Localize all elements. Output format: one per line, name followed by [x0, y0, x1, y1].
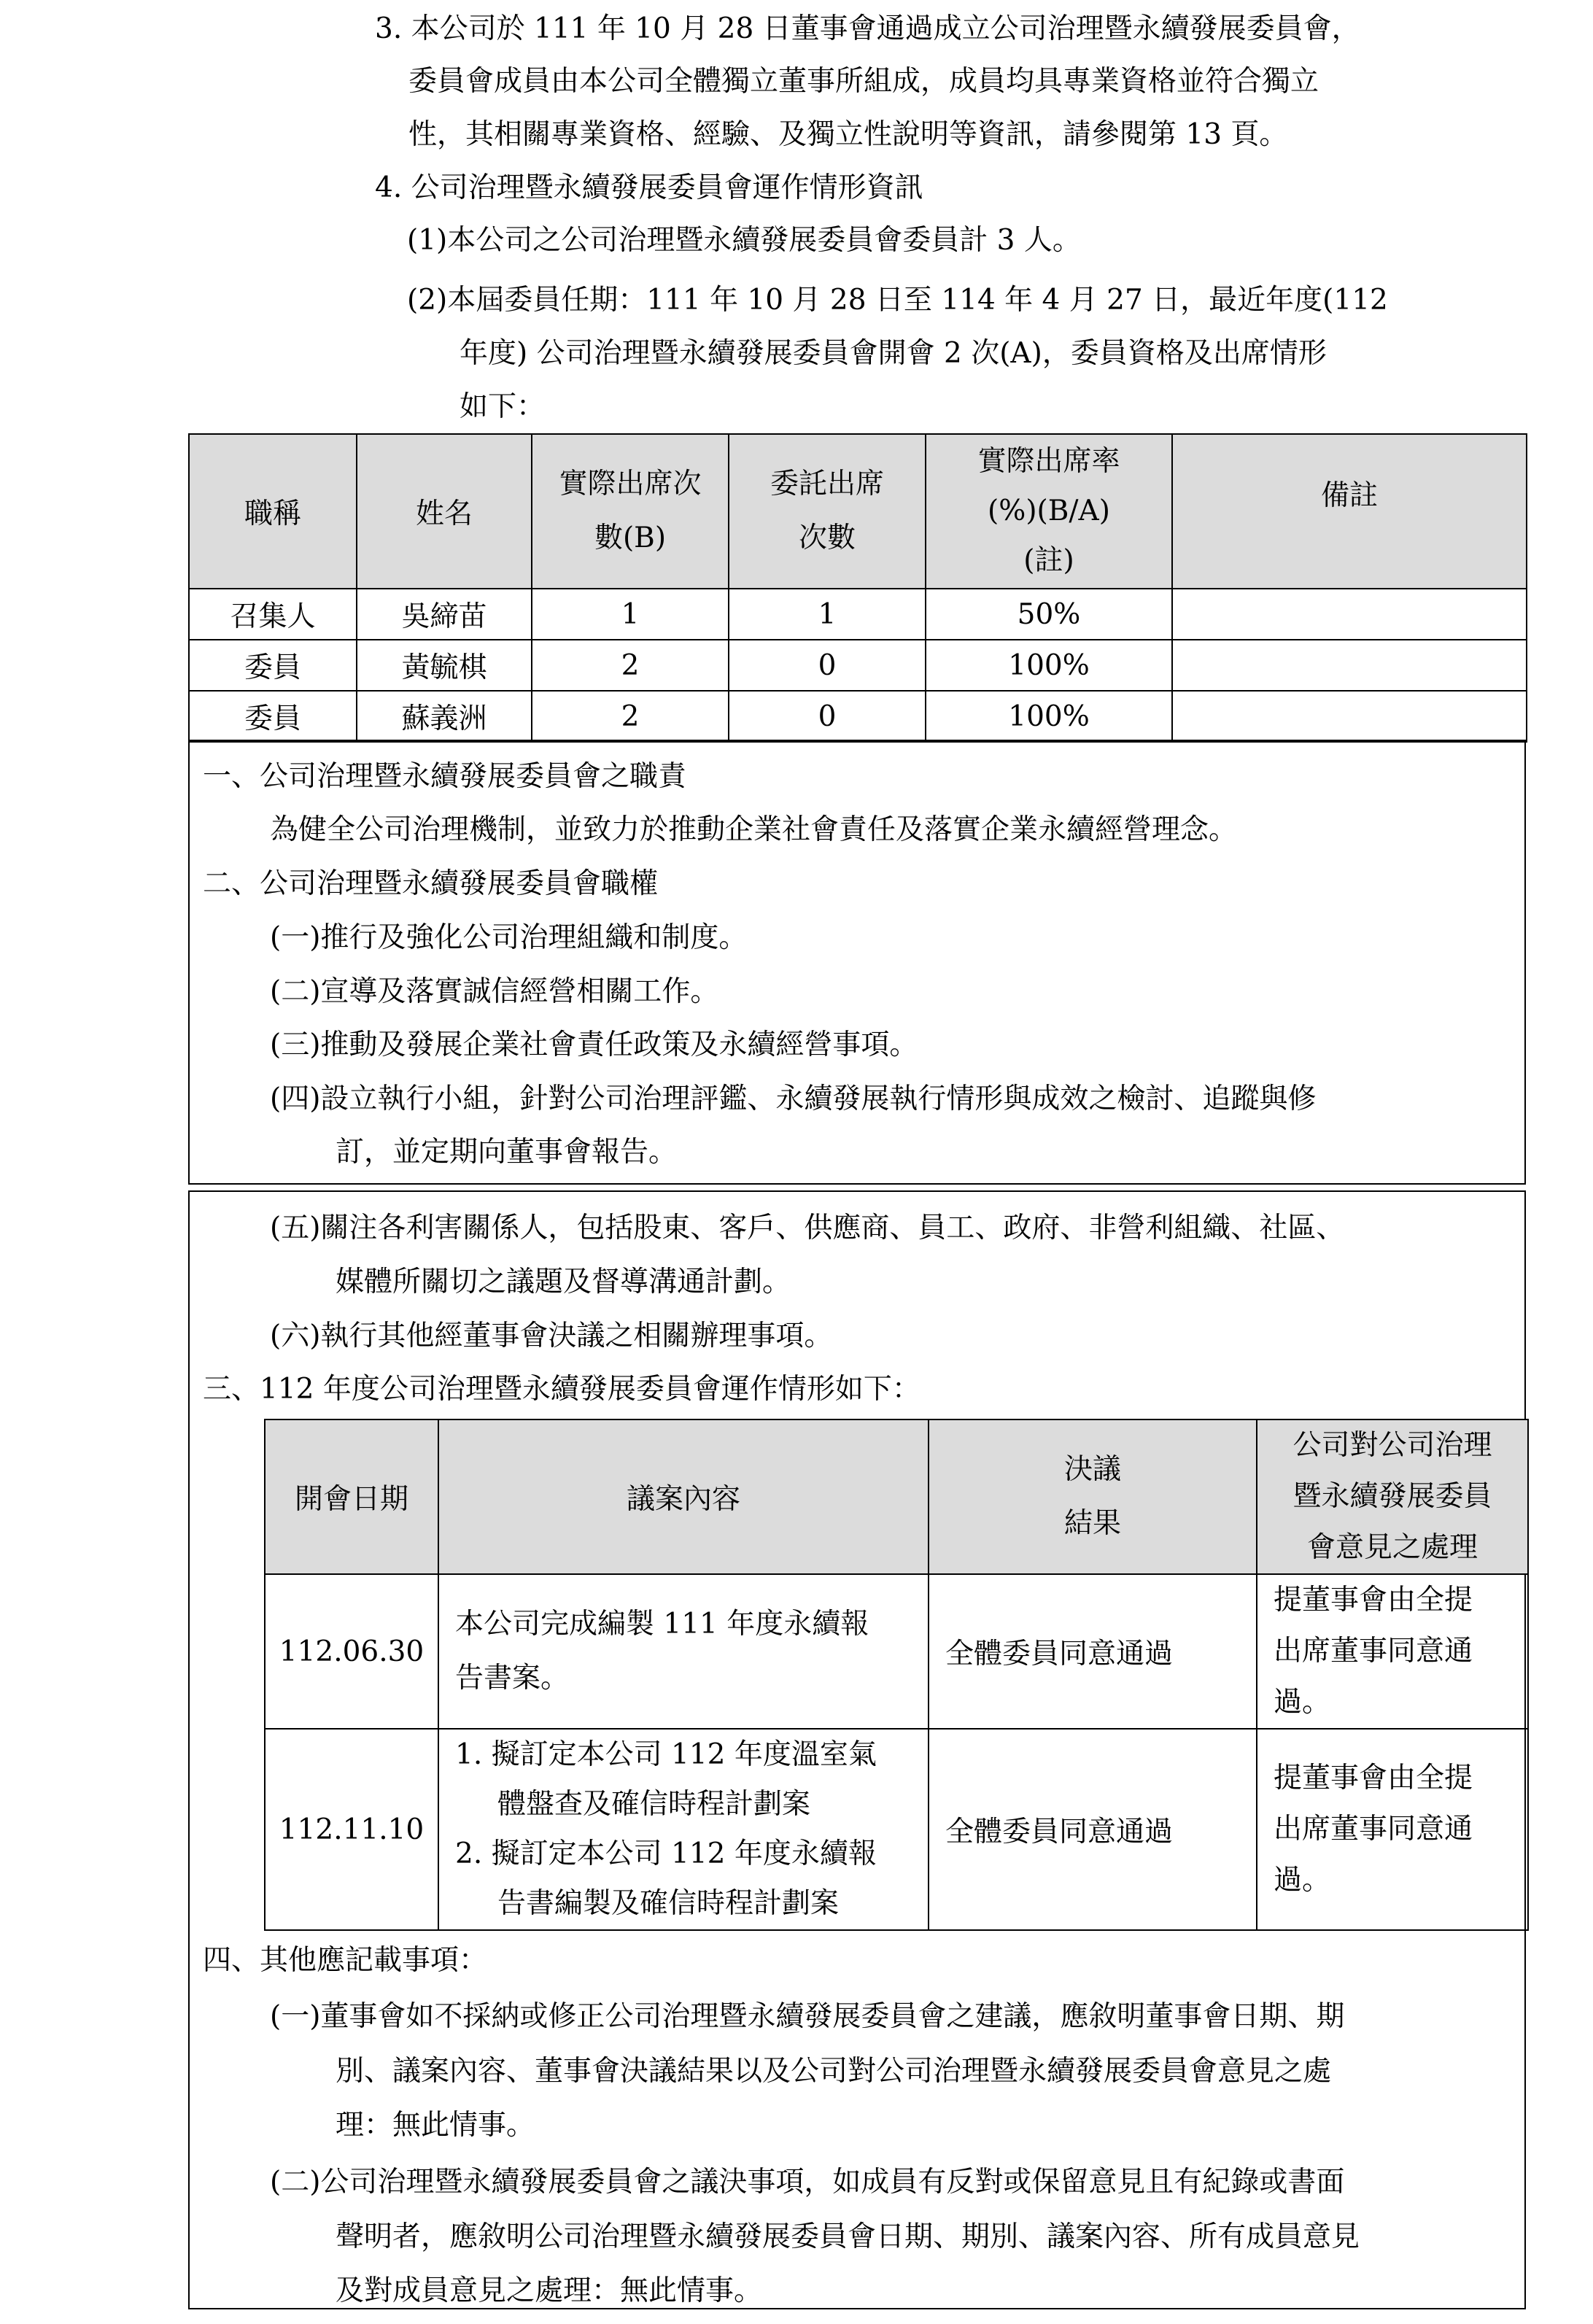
- header-resolution-l2: 結果: [1063, 1507, 1121, 1540]
- header-proxy-l1: 委託出席: [770, 468, 884, 500]
- para-3-line-3: 性，其相關專業資格、經驗、及獨立性說明等資訊，請參閱第 13 頁。: [408, 118, 1288, 151]
- duty-item-3: (三)推動及發展企業社會責任政策及永續經營事項。: [270, 1029, 918, 1061]
- header-actual-l1: 實際出席次: [559, 468, 702, 500]
- table-row: [265, 1729, 1528, 1930]
- meeting-2-item-2-l2: 告書編製及確信時程計劃案: [497, 1887, 840, 1920]
- meeting-1-content: [438, 1574, 929, 1729]
- table-row: [265, 1574, 1528, 1729]
- meeting-1-content-l1: 本公司完成編製 111 年度永續報: [455, 1608, 869, 1641]
- para-4-item-2-line-1: (2)本屆委員任期：111 年 10 月 28 日至 114 年 4 月 27 日，最近年度(112: [407, 284, 1388, 317]
- row-1-name: 吳締苗: [357, 589, 532, 640]
- other-item-1-line-3: 理：無此情事。: [336, 2109, 535, 2142]
- row-1-actual: 1: [532, 589, 729, 640]
- duty-item-4-line-2: 訂，並定期向董事會報告。: [336, 1136, 678, 1169]
- row-2-actual: 2: [532, 640, 729, 691]
- other-heading-4: 四、其他應記載事項：: [203, 1944, 488, 1977]
- header-proxy-l2: 次數: [798, 522, 856, 554]
- other-item-2-line-2: 聲明者，應敘明公司治理暨永續發展委員會日期、期別、議案內容、所有成員意見: [336, 2220, 1360, 2253]
- para-4-item-1: (1)本公司之公司治理暨永續發展委員會委員計 3 人。: [407, 224, 1081, 257]
- duty-item-4-line-1: (四)設立執行小組，針對公司治理評鑑、永續發展執行情形與成效之檢討、追蹤與修: [270, 1082, 1317, 1115]
- meeting-2-handling-l2: 出席董事同意通: [1274, 1813, 1473, 1845]
- header-company-handling: [1257, 1419, 1528, 1574]
- table-row: [189, 640, 1527, 691]
- row-3-actual: 2: [532, 691, 729, 742]
- row-3-name: 蘇義洲: [357, 691, 532, 742]
- header-resolution: [929, 1419, 1257, 1574]
- header-note: 備註: [1172, 434, 1527, 589]
- other-item-2-line-1: (二)公司治理暨永續發展委員會之議決事項，如成員有反對或保留意見且有紀錄或書面: [270, 2166, 1345, 2199]
- meeting-1-handling-l2: 出席董事同意通: [1274, 1635, 1473, 1668]
- row-1-note: [1172, 589, 1527, 640]
- meeting-2-item-1-l1: 1. 擬訂定本公司 112 年度溫室氣: [455, 1738, 877, 1771]
- header-handling-l2: 暨永續發展委員: [1292, 1480, 1492, 1513]
- header-proxy-attendance: [729, 434, 926, 589]
- header-title: 職稱: [189, 434, 357, 589]
- duties-box-1: [188, 740, 1526, 1185]
- meetings-table: [264, 1419, 1529, 1931]
- header-rate-l2: (%)(B/A): [988, 495, 1110, 527]
- meeting-1-handling-l1: 提董事會由全提: [1274, 1584, 1473, 1616]
- header-rate-l1: 實際出席率: [977, 445, 1120, 478]
- para-4-heading: 4. 公司治理暨永續發展委員會運作情形資訊: [375, 171, 923, 204]
- header-actual-attendance: [532, 434, 729, 589]
- row-2-title: 委員: [189, 640, 357, 691]
- meeting-1-date: 112.06.30: [265, 1574, 438, 1729]
- duty-item-2: (二)宣導及落實誠信經營相關工作。: [270, 975, 719, 1008]
- other-item-1-line-1: (一)董事會如不採納或修正公司治理暨永續發展委員會之建議，應敘明董事會日期、期: [270, 2000, 1345, 2033]
- meeting-2-item-1-l2: 體盤查及確信時程計劃案: [497, 1788, 811, 1821]
- meeting-1-handling: [1257, 1574, 1528, 1729]
- meeting-1-content-l2: 告書案。: [455, 1662, 570, 1694]
- duties-heading-1-body: 為健全公司治理機制，並致力於推動企業社會責任及落實企業永續經營理念。: [270, 813, 1238, 846]
- attendance-table: [188, 433, 1527, 743]
- row-3-proxy: 0: [729, 691, 926, 742]
- row-1-rate: 50%: [926, 589, 1172, 640]
- row-2-name: 黃毓棋: [357, 640, 532, 691]
- para-4-item-2-line-3: 如下：: [460, 390, 546, 423]
- row-1-title: 召集人: [189, 589, 357, 640]
- row-2-rate: 100%: [926, 640, 1172, 691]
- header-rate-l3: (註): [1023, 544, 1074, 577]
- duty-item-5-line-2: 媒體所關切之議題及督導溝通計劃。: [336, 1266, 791, 1298]
- para-3-line-1: 3. 本公司於 111 年 10 月 28 日董事會通過成立公司治理暨永續發展委員會，: [375, 12, 1360, 45]
- meeting-2-content: [438, 1729, 929, 1930]
- meeting-2-item-2-l1: 2. 擬訂定本公司 112 年度永續報: [455, 1837, 877, 1870]
- row-1-proxy: 1: [729, 589, 926, 640]
- header-attendance-rate: [926, 434, 1172, 589]
- duties-heading-2: 二、公司治理暨永續發展委員會職權: [203, 867, 659, 900]
- duty-item-5-line-1: (五)關注各利害關係人，包括股東、客戶、供應商、員工、政府、非營利組織、社區、: [270, 1212, 1345, 1244]
- table-row: [189, 589, 1527, 640]
- row-3-note: [1172, 691, 1527, 742]
- meeting-1-result: 全體委員同意通過: [929, 1574, 1257, 1729]
- header-resolution-l1: 決議: [1063, 1453, 1121, 1486]
- row-3-title: 委員: [189, 691, 357, 742]
- header-name: 姓名: [357, 434, 532, 589]
- header-handling-l1: 公司對公司治理: [1292, 1429, 1492, 1462]
- header-proposal-content: 議案內容: [438, 1419, 929, 1574]
- attendance-header-row: [189, 434, 1527, 589]
- duties-heading-1: 一、公司治理暨永續發展委員會之職責: [203, 760, 687, 793]
- meeting-2-date: 112.11.10: [265, 1729, 438, 1930]
- other-item-1-line-2: 別、議案內容、董事會決議結果以及公司對公司治理暨永續發展委員會意見之處: [336, 2055, 1332, 2088]
- meeting-2-handling: [1257, 1729, 1528, 1930]
- para-3-line-2: 委員會成員由本公司全體獨立董事所組成，成員均具專業資格並符合獨立: [408, 65, 1319, 98]
- duty-item-6: (六)執行其他經董事會決議之相關辦理事項。: [270, 1320, 833, 1352]
- row-2-note: [1172, 640, 1527, 691]
- meeting-1-handling-l3: 過。: [1274, 1686, 1331, 1719]
- table-row: [189, 691, 1527, 742]
- duty-item-1: (一)推行及強化公司治理組織和制度。: [270, 921, 748, 954]
- meeting-2-handling-l3: 過。: [1274, 1864, 1331, 1897]
- row-3-rate: 100%: [926, 691, 1172, 742]
- para-4-item-2-line-2: 年度) 公司治理暨永續發展委員會開會 2 次(A)，委員資格及出席情形: [460, 337, 1327, 370]
- meeting-2-result: 全體委員同意通過: [929, 1729, 1257, 1930]
- meetings-header-row: [265, 1419, 1528, 1574]
- meeting-2-handling-l1: 提董事會由全提: [1274, 1762, 1473, 1794]
- header-actual-l2: 數(B): [594, 522, 667, 554]
- duties-heading-3: 三、112 年度公司治理暨永續發展委員會運作情形如下：: [203, 1373, 920, 1406]
- row-2-proxy: 0: [729, 640, 926, 691]
- header-handling-l3: 會意見之處理: [1306, 1531, 1478, 1564]
- header-meeting-date: 開會日期: [265, 1419, 438, 1574]
- other-item-2-line-3: 及對成員意見之處理：無此情事。: [336, 2274, 763, 2307]
